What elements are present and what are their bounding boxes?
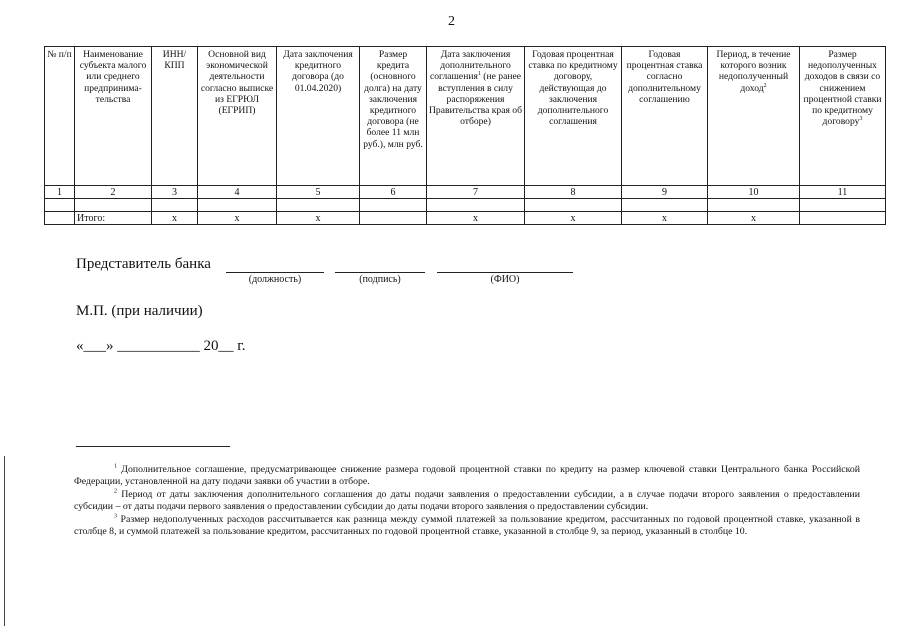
header-text: Период, в течение которого возник недополученный доход (716, 49, 791, 94)
footnote-mark: 2 (763, 82, 767, 89)
date-placeholder: «___» ___________ 20__ г. (76, 338, 246, 354)
footnote-2 (74, 489, 860, 514)
total-cell (360, 212, 427, 225)
position-caption: (должность) (248, 274, 302, 285)
column-number: 5 (277, 186, 360, 199)
table-cell (45, 199, 75, 212)
margin-rule (4, 456, 5, 626)
table-cell (622, 199, 708, 212)
footnote-separator (76, 446, 230, 447)
footnote-mark: 1 (114, 463, 117, 470)
footnote-mark: 2 (114, 488, 117, 495)
header-cell: Дата заключения кредитного договора (до 01.04.2020) (277, 47, 360, 186)
column-number: 7 (427, 186, 525, 199)
header-cell: Основной вид экономической деятельности согласно выписке из ЕГРЮЛ (ЕГРИП) (198, 47, 277, 186)
table-cell (198, 199, 277, 212)
total-cell: х (277, 212, 360, 225)
header-cell: Размер кредита (основного долга) на дату заключения кредитного договора (не более 11 млн руб.), млн руб. (360, 47, 427, 186)
total-cell: х (708, 212, 800, 225)
header-cell: ИНН/ КПП (152, 47, 198, 186)
stamp-placeholder: М.П. (при наличии) (76, 303, 203, 319)
column-number: 9 (622, 186, 708, 199)
column-number: 11 (800, 186, 886, 199)
footnote-3 (74, 514, 860, 539)
footnote-mark: 3 (114, 513, 117, 520)
table-cell (525, 199, 622, 212)
signature-caption: (подпись) (359, 274, 401, 285)
column-number: 10 (708, 186, 800, 199)
name-caption: (ФИО) (490, 274, 520, 285)
table-cell (152, 199, 198, 212)
header-cell (708, 47, 800, 186)
table-cell (277, 199, 360, 212)
footnote-text: Период от даты заключения дополнительного соглашения до даты подачи заявления о предоставлении субсидии, а в случае подачи второго заявления о предоставлении субсидии – от даты подачи первого заявления о предоставлении субсидии до даты подачи второго заявления о предоставлении субсидии. (74, 488, 861, 513)
column-number: 1 (45, 186, 75, 199)
page-number: 2 (448, 14, 455, 29)
footnote-mark: 1 (477, 71, 481, 78)
header-text: Дата заключения дополнительного соглашения (430, 49, 511, 83)
header-cell: № п/п (45, 47, 75, 186)
table-cell (800, 199, 886, 212)
column-number: 6 (360, 186, 427, 199)
total-label: Итого: (75, 212, 152, 225)
header-cell (427, 47, 525, 186)
report-table (44, 46, 886, 225)
footnote-1 (74, 464, 860, 489)
total-cell: х (152, 212, 198, 225)
signature-line (335, 271, 425, 273)
total-cell (800, 212, 886, 225)
column-number: 3 (152, 186, 198, 199)
footnote-mark: 3 (859, 116, 863, 123)
header-cell: Годовая процентная ставка по кредитному договору, действующая до заключения дополнительного соглашения (525, 47, 622, 186)
header-text: Размер недополученных доходов в связи со снижением процентной ставки по кредитному договору (803, 49, 882, 128)
total-cell: х (198, 212, 277, 225)
footnote-text: Размер недополученных расходов рассчитывается как разница между суммой платежей за пользование кредитом, рассчитанных по годовой процентной ставке, указанной в столбце 8, и суммой платежей за пользование кредитом, рассчитанных по годовой процентной ставке, указанной в столбце 9, за период, указанный в столбце 10. (74, 513, 860, 538)
table-cell (427, 199, 525, 212)
header-row (45, 47, 886, 186)
column-number: 2 (75, 186, 152, 199)
total-cell: х (525, 212, 622, 225)
table-cell (360, 199, 427, 212)
total-cell: х (427, 212, 525, 225)
column-number: 8 (525, 186, 622, 199)
column-number-row (45, 186, 886, 199)
name-line (437, 271, 573, 273)
footnote-text: Дополнительное соглашение, предусматривающее снижение размера годовой процентной ставки по кредиту на размер ключевой ставки Центрального банка Российской Федерации, установленной на дату подачи заявки об участии в отборе. (74, 464, 861, 488)
header-text: (не ранее вступления в силу распоряжения Правительства края об отборе) (429, 71, 522, 128)
table-cell (75, 199, 152, 212)
position-line (226, 271, 324, 273)
total-cell: х (622, 212, 708, 225)
header-cell (800, 47, 886, 186)
total-row (45, 212, 886, 225)
bank-representative-label: Представитель банка (76, 256, 211, 272)
empty-data-row (45, 199, 886, 212)
table-cell (708, 199, 800, 212)
total-cell (45, 212, 75, 225)
header-cell: Наименование субъекта малого или среднего предпринима-тельства (75, 47, 152, 186)
header-cell: Годовая процентная ставка согласно дополнительному соглашению (622, 47, 708, 186)
column-number: 4 (198, 186, 277, 199)
footnotes (74, 464, 860, 538)
